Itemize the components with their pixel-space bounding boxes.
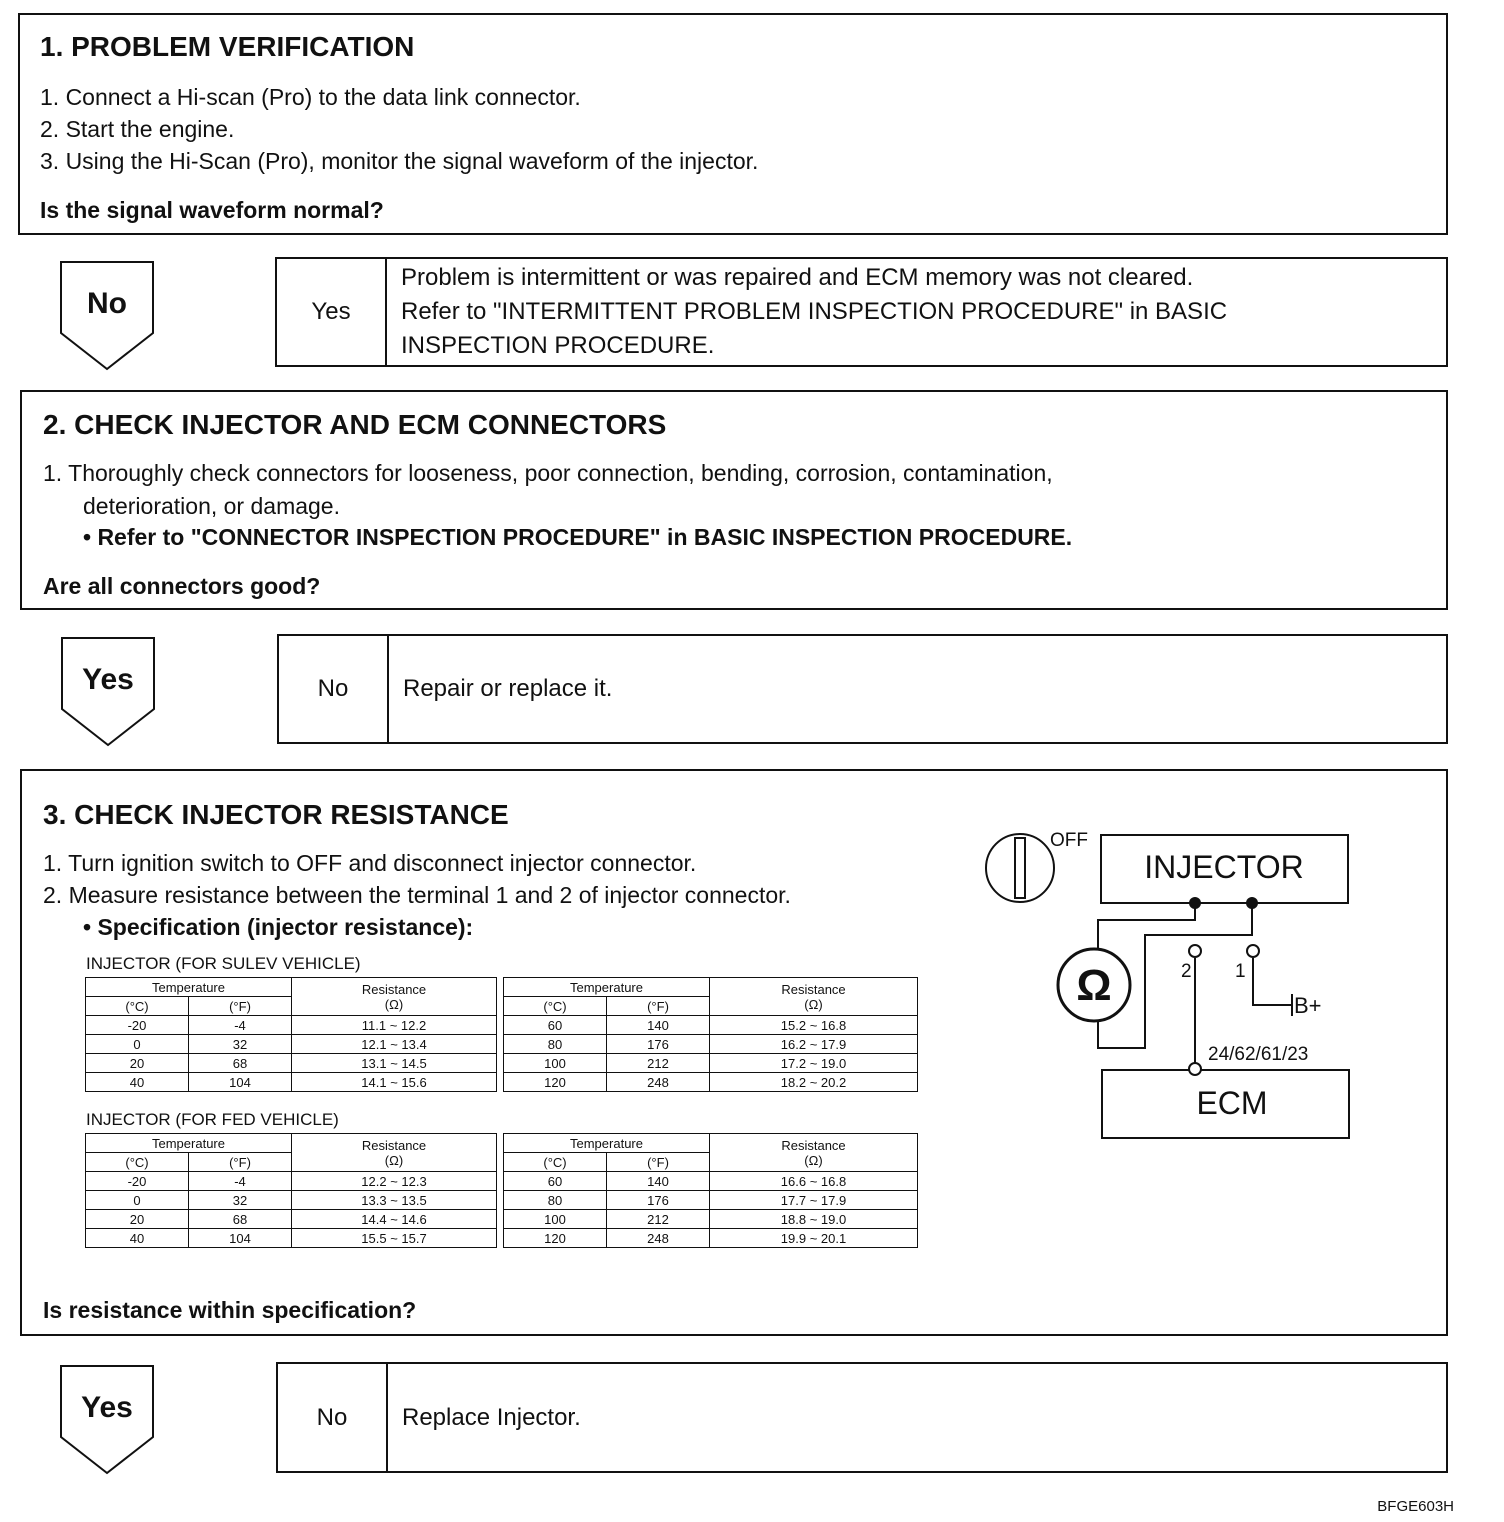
step1-item-1: 1. Connect a Hi-scan (Pro) to the data link connector. <box>40 84 581 110</box>
col-fahrenheit: (°F) <box>607 1153 710 1172</box>
col-resistance: Resistance (Ω) <box>292 1134 497 1172</box>
step1-answer-label: Yes <box>277 259 387 365</box>
step3-title: 3. CHECK INJECTOR RESISTANCE <box>43 799 509 830</box>
step1-answer <box>275 257 1448 367</box>
table-row: 0 32 12.1 ~ 13.4 80 176 16.2 ~ 17.9 <box>86 1035 918 1054</box>
col-temperature: Temperature <box>86 978 292 997</box>
injector-wiring-diagram <box>980 820 1380 1150</box>
col-fahrenheit: (°F) <box>189 997 292 1016</box>
step2-item-1b: deterioration, or damage. <box>83 493 340 519</box>
col-temperature: Temperature <box>86 1134 292 1153</box>
table-row: 20 68 13.1 ~ 14.5 100 212 17.2 ~ 19.0 <box>86 1054 918 1073</box>
pin-2-label: 2 <box>1181 961 1192 982</box>
col-resistance: Resistance (Ω) <box>710 978 918 1016</box>
step3-answer-label: No <box>278 1364 388 1471</box>
step2-question: Are all connectors good? <box>43 573 321 599</box>
col-fahrenheit: (°F) <box>607 997 710 1016</box>
step1-title: 1. PROBLEM VERIFICATION <box>40 31 415 62</box>
step1-item-2: 2. Start the engine. <box>40 116 235 142</box>
fed-table-caption: INJECTOR (FOR FED VEHICLE) <box>86 1110 339 1129</box>
step1-no-arrow <box>60 261 154 371</box>
col-temperature: Temperature <box>504 1134 710 1153</box>
ohm-symbol: Ω <box>1076 961 1112 1010</box>
step1-question: Is the signal waveform normal? <box>40 197 384 223</box>
ecm-label: ECM <box>1196 1085 1268 1121</box>
step2-answer-label: No <box>279 636 389 742</box>
ignition-key-icon <box>1015 838 1025 898</box>
col-resistance: Resistance (Ω) <box>710 1134 918 1172</box>
step3-item-1: 1. Turn ignition switch to OFF and disconnect injector connector. <box>43 850 697 876</box>
step3-answer <box>276 1362 1448 1473</box>
step1-answer-text: Problem is intermittent or was repaired and ECM memory was not cleared. Refer to "INTERMITTENT PROBLEM INSPECTION PROCEDURE" in BASIC INSPECTION PROCEDURE. <box>401 264 1228 359</box>
step3-yes-arrow <box>60 1365 154 1475</box>
fed-table <box>85 1133 918 1248</box>
table-row: -20 -4 12.2 ~ 12.3 60 140 16.6 ~ 16.8 <box>86 1172 918 1191</box>
off-label: OFF <box>1050 830 1088 851</box>
col-celsius: (°C) <box>86 1153 189 1172</box>
table-row: 40 104 15.5 ~ 15.7 120 248 19.9 ~ 20.1 <box>86 1229 918 1248</box>
step1-arrow-label: No <box>87 287 127 320</box>
table-row: 20 68 14.4 ~ 14.6 100 212 18.8 ~ 19.0 <box>86 1210 918 1229</box>
ignition-switch-icon <box>986 834 1054 902</box>
step2-item-1a: 1. Thoroughly check connectors for looseness, poor connection, bending, corrosion, contamination, <box>43 460 1053 486</box>
battery-plus-label: B+ <box>1294 993 1322 1018</box>
sulev-table <box>85 977 918 1092</box>
step2-yes-arrow <box>61 637 155 747</box>
step3-answer-text: Replace Injector. <box>402 1403 581 1431</box>
step2-title: 2. CHECK INJECTOR AND ECM CONNECTORS <box>43 409 667 440</box>
col-celsius: (°C) <box>504 997 607 1016</box>
step2-answer <box>277 634 1448 744</box>
injector-label: INJECTOR <box>1144 849 1304 885</box>
table-row: 0 32 13.3 ~ 13.5 80 176 17.7 ~ 17.9 <box>86 1191 918 1210</box>
step1-item-3: 3. Using the Hi-Scan (Pro), monitor the signal waveform of the injector. <box>40 148 759 174</box>
step3-arrow-label: Yes <box>81 1391 133 1424</box>
step2-arrow-label: Yes <box>82 663 134 696</box>
step3-bullet: • Specification (injector resistance): <box>83 914 474 940</box>
col-celsius: (°C) <box>504 1153 607 1172</box>
pin-1-label: 1 <box>1235 961 1246 982</box>
step3-item-2: 2. Measure resistance between the terminal 1 and 2 of injector connector. <box>43 882 791 908</box>
table-row: 40 104 14.1 ~ 15.6 120 248 18.2 ~ 20.2 <box>86 1073 918 1092</box>
figure-code: BFGE603H <box>1377 1498 1454 1515</box>
ecm-pins-label: 24/62/61/23 <box>1208 1044 1309 1065</box>
step2-bullet: • Refer to "CONNECTOR INSPECTION PROCEDURE" in BASIC INSPECTION PROCEDURE. <box>83 524 1073 550</box>
step2-answer-text: Repair or replace it. <box>403 675 613 702</box>
col-celsius: (°C) <box>86 997 189 1016</box>
col-resistance: Resistance (Ω) <box>292 978 497 1016</box>
sulev-table-caption: INJECTOR (FOR SULEV VEHICLE) <box>86 954 361 973</box>
col-temperature: Temperature <box>504 978 710 997</box>
step3-question: Is resistance within specification? <box>43 1297 417 1323</box>
table-row: -20 -4 11.1 ~ 12.2 60 140 15.2 ~ 16.8 <box>86 1016 918 1035</box>
col-fahrenheit: (°F) <box>189 1153 292 1172</box>
